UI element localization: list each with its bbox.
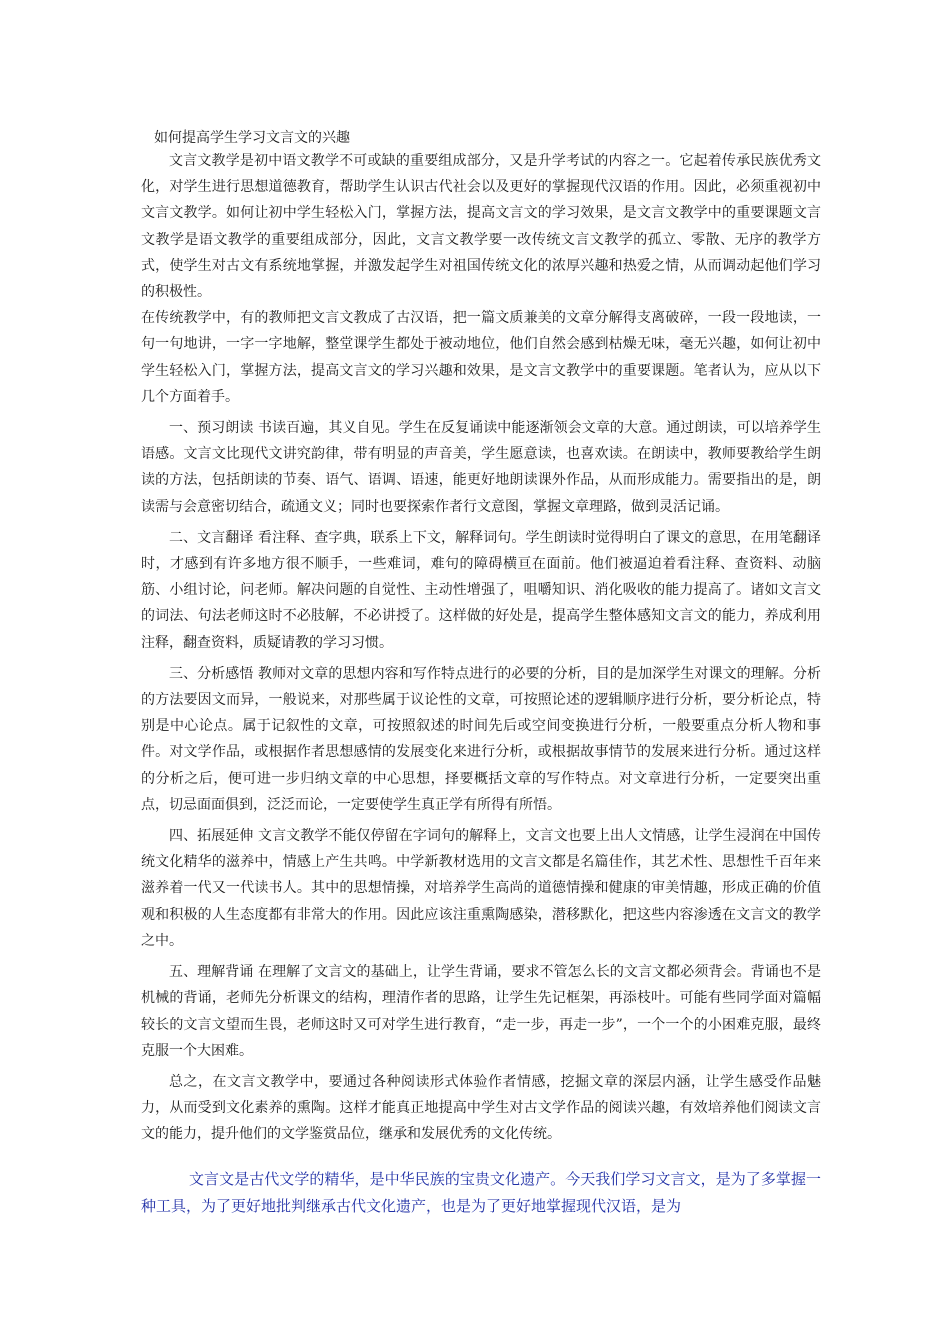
paragraph-analysis: 三、分析感悟 教师对文章的思想内容和写作特点进行的必要的分析，目的是加深学生对课文的理解。分析的方法要因文而异，一般说来，对那些属于议论性的文章，可按照论述的逻辑顺序进行分析，要分析论点，特别是中心论点。属于记叙性的文章，可按照叙述的时间先后或空间变换进行分析，一般要重点分析人物和事件。对文学作品，或根据作者思想感情的发展变化来进行分析，或根据故事情节的发展来进行分析。通过这样的分析之后，便可进一步归纳文章的中心思想，择要概括文章的写作特点。对文章进行分析，一定要突出重点，切忌面面俱到，泛泛而论，一定要使学生真正学有所得有所悟。 [141, 665, 821, 813]
document-title: 如何提高学生学习文言文的兴趣 [154, 130, 350, 146]
paragraph-classical-literature: 文言文是古代文学的精华，是中华民族的宝贵文化遗产。今天我们学习文言文，是为了多掌握一种工具，为了更好地批判继承古代文化遗产，也是为了更好地掌握现代汉语，是为 [141, 1170, 821, 1215]
paragraph-conclusion: 总之，在文言文教学中，要通过各种阅读形式体验作者情感，挖掘文章的深层内涵，让学生感受作品魅力，从而受到文化素养的熏陶。这样才能真正地提高中学生对古文学作品的阅读兴趣，有效培养他们阅读文言文的能力，提升他们的文学鉴赏品位，继承和发展优秀的文化传统。 [141, 1073, 821, 1143]
paragraph-recitation: 五、理解背诵 在理解了文言文的基础上，让学生背诵，要求不管怎么长的文言文都必须背会。背诵也不是机械的背诵，老师先分析课文的结构，理清作者的思路，让学生先记框架，再添枝叶。可能有些同学面对篇幅较长的文言文望而生畏，老师这时又可对学生进行教育，“走一步，再走一步”，一个一个的小困难克服，最终克服一个大困难。 [141, 964, 821, 1059]
document-body [141, 148, 821, 1148]
paragraph-traditional-teaching: 在传统教学中，有的教师把文言文教成了古汉语，把一篇文质兼美的文章分解得支离破碎，一段一段地读，一句一句地讲，一字一字地解，整堂课学生都处于被动地位，他们自然会感到枯燥无味，毫无兴趣，如何让初中学生轻松入门，掌握方法，提高文言文的学习兴趣和效果，是文言文教学中的重要课题。笔者认为，应从以下几个方面着手。 [141, 310, 821, 405]
paragraph-translation: 二、文言翻译 看注释、查字典，联系上下文，解释词句。学生朗读时觉得明白了课文的意思，在用笔翻译时，才感到有许多地方很不顺手，一些难词，难句的障碍横亘在面前。他们被逼迫着看注释、查资料、动脑筋、小组讨论，问老师。解决问题的自觉性、主动性增强了，咀嚼知识、消化吸收的能力提高了。诸如文言文的词法、句法老师这时不必肢解，不必讲授了。这样做的好处是，提高学生整体感知文言文的能力，养成利用注释，翻查资料，质疑请教的学习习惯。 [141, 529, 821, 651]
paragraph-intro: 文言文教学是初中语文教学不可或缺的重要组成部分，又是升学考试的内容之一。它起着传承民族优秀文化，对学生进行思想道德教育，帮助学生认识古代社会以及更好的掌握现代汉语的作用。因此，必须重视初中文言文教学。如何让初中学生轻松入门，掌握方法，提高文言文的学习效果，是文言文教学中的重要课题文言文教学是语文教学的重要组成部分，因此，文言文教学要一改传统文言文教学的孤立、零散、无序的教学方式，使学生对古文有系统地掌握，并激发起学生对祖国传统文化的浓厚兴趣和热爱之情，从而调动起他们学习的积极性。 [141, 153, 821, 301]
paragraph-preview-reading: 一、预习朗读 书读百遍，其义自见。学生在反复诵读中能逐渐领会文章的大意。通过朗读，可以培养学生语感。文言文比现代文讲究韵律，带有明显的声音美，学生愿意读，也喜欢读。在朗读中，教师要教给学生朗读的方法，包括朗读的节奏、语气、语调、语速，能更好地朗读课外作品，从而形成能力。需要指出的是，朗读需与会意密切结合，疏通文义；同时也要探索作者行文意图，掌握文章理路，做到灵活记诵。 [141, 420, 821, 515]
blue-text-section [141, 1166, 821, 1220]
paragraph-extension: 四、拓展延伸 文言文教学不能仅停留在字词句的解释上，文言文也要上出人文情感，让学生浸润在中国传统文化精华的滋养中，情感上产生共鸣。中学新教材选用的文言文都是名篇佳作，其艺术性、思想性千百年来滋养着一代又一代读书人。其中的思想情操，对培养学生高尚的道德情操和健康的审美情趣，形成正确的价值观和积极的人生态度都有非常大的作用。因此应该注重熏陶感染，潜移默化，把这些内容渗透在文言文的教学之中。 [141, 828, 821, 949]
